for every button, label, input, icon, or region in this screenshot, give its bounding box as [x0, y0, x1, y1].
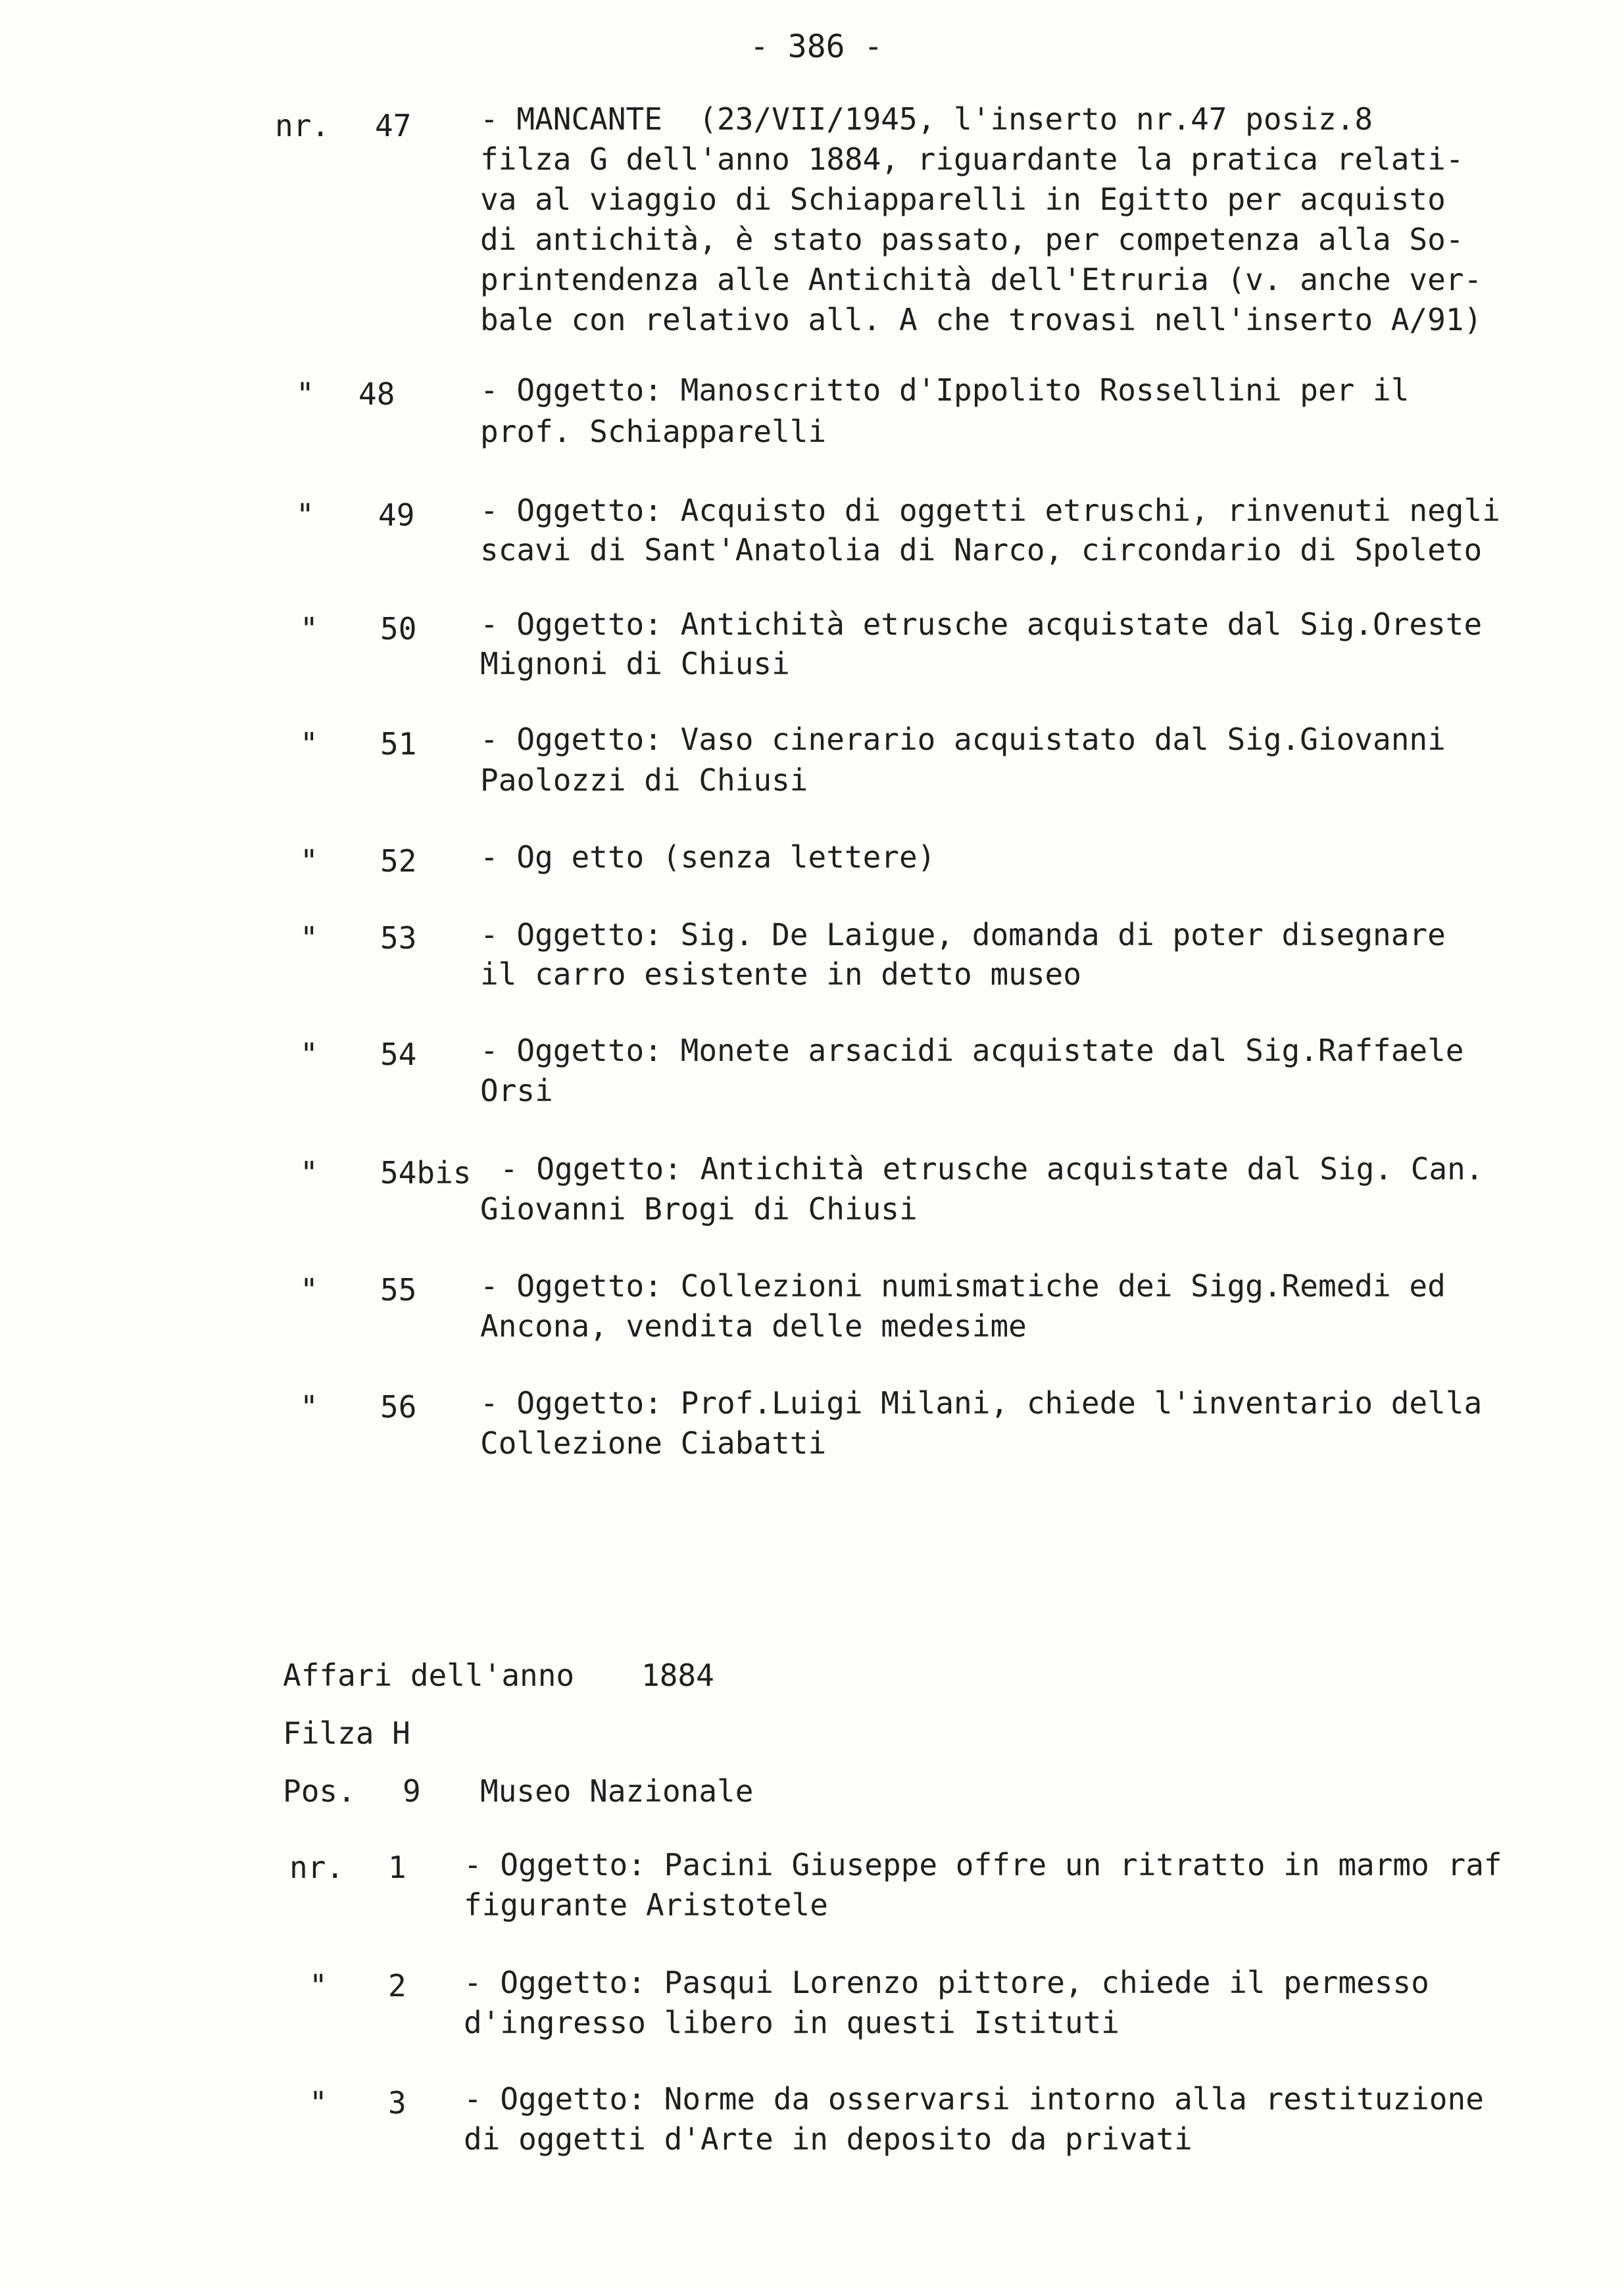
entry-prefix: ": [296, 376, 314, 412]
entry-prefix: ": [300, 1389, 318, 1425]
entry-line: - Oggetto: Pasqui Lorenzo pittore, chiede il permesso: [464, 1965, 1429, 2000]
entry-number: 50: [380, 611, 417, 647]
entry-number: 2: [388, 1968, 406, 2004]
entry-prefix: ": [309, 1968, 328, 2004]
entry-line: di antichità, è stato passato, per competenza alla So-: [480, 222, 1464, 257]
entry-line: filza G dell'anno 1884, riguardante la pratica relati-: [480, 141, 1464, 177]
entry-line: Collezione Ciabatti: [480, 1425, 827, 1461]
entry-line: scavi di Sant'Anatolia di Narco, circondario di Spoleto: [480, 532, 1483, 568]
entry-number: 47: [375, 108, 412, 143]
entry-line: - MANCANTE (23/VII/1945, l'inserto nr.47 posiz.8: [480, 101, 1373, 137]
entry-line: figurante Aristotele: [464, 1887, 828, 1923]
entry-line: - Oggetto: Antichità etrusche acquistate dal Sig. Can.: [500, 1151, 1484, 1187]
entry-prefix: ": [296, 497, 314, 533]
entry-prefix: ": [300, 611, 318, 647]
entry-line: - Oggetto: Prof.Luigi Milani, chiede l'inventario della: [480, 1385, 1483, 1421]
entry-number: 49: [378, 497, 415, 533]
entry-line: - Oggetto: Monete arsacidi acquistate dal Sig.Raffaele: [480, 1033, 1464, 1068]
entry-prefix: ": [300, 1155, 318, 1191]
filza-label: Filza H: [283, 1715, 410, 1751]
pos-label: Pos.: [283, 1773, 356, 1809]
entry-line: Orsi: [480, 1073, 553, 1108]
heading-year: 1884: [641, 1658, 714, 1693]
entry-line: - Oggetto: Manoscritto d'Ippolito Rossellini per il: [480, 372, 1410, 408]
entry-number: 1: [388, 1850, 406, 1885]
entry-line: va al viaggio di Schiapparelli in Egitto per acquisto: [480, 182, 1446, 217]
entry-number: 54bis: [380, 1155, 472, 1191]
entry-line: - Oggetto: Antichità etrusche acquistate dal Sig.Oreste: [480, 606, 1483, 642]
entry-line: di oggetti d'Arte in deposito da privati: [464, 2121, 1193, 2157]
pos-title: Museo Nazionale: [480, 1773, 754, 1809]
entry-number: 48: [358, 376, 395, 412]
entry-line: - Oggetto: Sig. De Laigue, domanda di poter disegnare: [480, 917, 1446, 952]
heading-affari: Affari dell'anno: [283, 1658, 575, 1693]
entry-line: Ancona, vendita delle medesime: [480, 1308, 1027, 1344]
entry-line: - Oggetto: Norme da osservarsi intorno alla restituzione: [464, 2081, 1484, 2117]
entry-number: 53: [380, 920, 417, 956]
entry-line: il carro esistente in detto museo: [480, 956, 1081, 992]
entry-line: - Oggetto: Collezioni numismatiche dei Sigg.Remedi ed: [480, 1268, 1446, 1304]
entry-number: 54: [380, 1037, 417, 1072]
entry-line: - Og etto (senza lettere): [480, 839, 936, 875]
entry-line: prof. Schiapparelli: [480, 414, 827, 449]
entry-prefix: nr.: [275, 108, 330, 143]
entry-prefix: ": [300, 1272, 318, 1308]
entry-number: 56: [380, 1389, 417, 1425]
entry-prefix: ": [300, 920, 318, 956]
entry-number: 51: [380, 726, 417, 762]
page-number: - 386 -: [750, 28, 883, 65]
entry-line: printendenza alle Antichità dell'Etruria (v. anche ver-: [480, 262, 1483, 297]
entry-line: - Oggetto: Pacini Giuseppe offre un ritratto in marmo raf: [464, 1847, 1502, 1883]
entry-prefix: ": [309, 2085, 328, 2121]
entry-prefix: ": [300, 726, 318, 762]
entry-line: bale con relativo all. A che trovasi nell'inserto A/91): [480, 302, 1483, 337]
entry-number: 3: [388, 2085, 406, 2121]
entry-number: 55: [380, 1272, 417, 1308]
pos-number: 9: [403, 1773, 421, 1809]
entry-line: Giovanni Brogi di Chiusi: [480, 1191, 918, 1227]
entry-line: Mignoni di Chiusi: [480, 646, 790, 681]
entry-line: Paolozzi di Chiusi: [480, 762, 808, 798]
entry-number: 52: [380, 843, 417, 879]
entry-prefix: ": [300, 843, 318, 879]
entry-prefix: ": [300, 1037, 318, 1072]
entry-line: d'ingresso libero in questi Istituti: [464, 2005, 1120, 2040]
entry-line: - Oggetto: Acquisto di oggetti etruschi, rinvenuti negli: [480, 493, 1500, 528]
entry-line: - Oggetto: Vaso cinerario acquistato dal Sig.Giovanni: [480, 722, 1446, 757]
entry-prefix: nr.: [289, 1850, 345, 1885]
